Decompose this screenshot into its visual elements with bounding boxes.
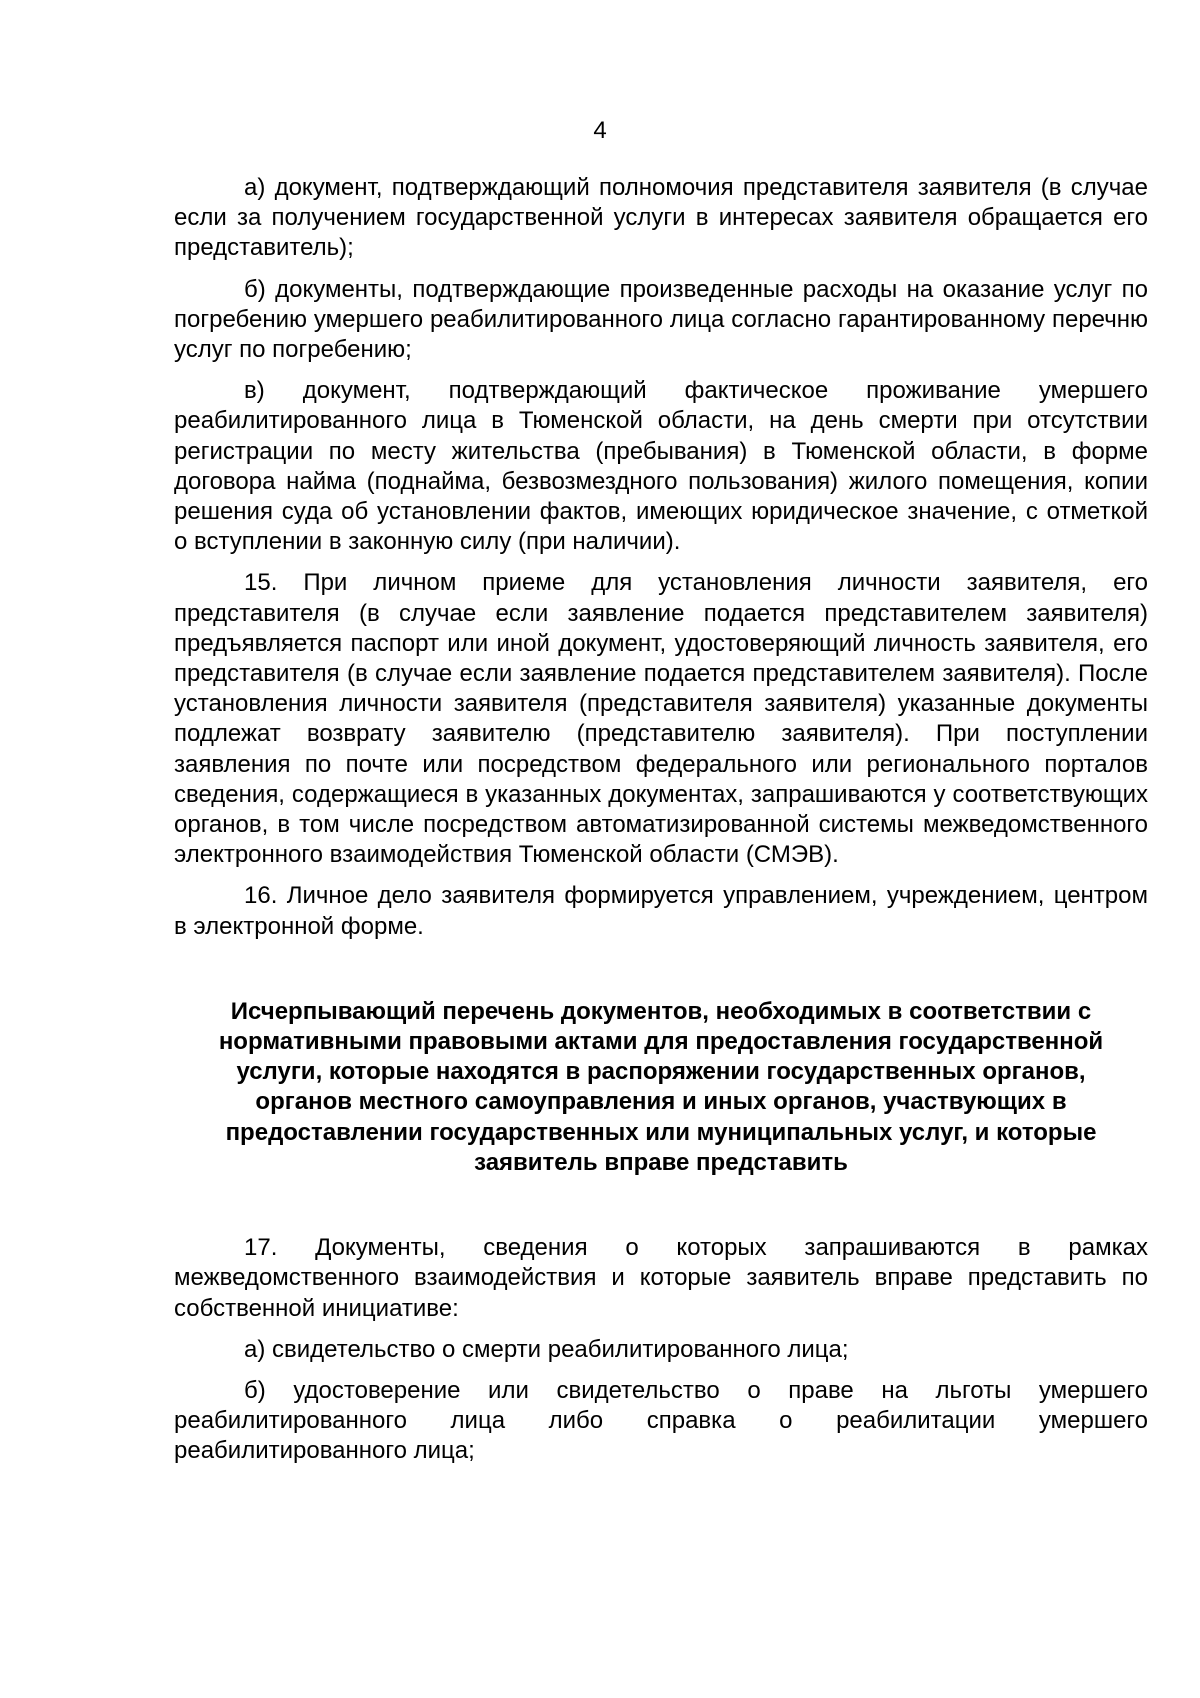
section-heading: Исчерпывающий перечень документов, необходимых в соответствии с нормативными правовыми актами для предоставления государственной услуги, которые находятся в распоряжении государственных органов, органов местного самоуправления и иных органов, участвующих в предоставлении государственных или муниципальных услуг, и которые заявитель вправе представить	[218, 997, 1104, 1176]
paragraph-15-identity-check: 15. При личном приеме для установления личности заявителя, его представителя (в случае если заявление подается представителем заявителя) предъявляется паспорт или иной документ, удостоверяющий личность заявителя, его представителя (в случае если заявление подается представителем заявителя). После установления личности заявителя (представителя заявителя) указанные документы подлежат возврату заявителю (представителю заявителя). При поступлении заявления по почте или посредством федерального или регионального порталов сведения, содержащиеся в указанных документах, запрашиваются у соответствующих органов, в том числе посредством автоматизированной системы межведомственного электронного взаимодействия Тюменской области (СМЭВ).	[174, 569, 1148, 869]
paragraph-16-personal-file: 16. Личное дело заявителя формируется управлением, учреждением, центром в электронной форме.	[174, 882, 1148, 940]
paragraph-b-rehabilitation-certificate: б) удостоверение или свидетельство о праве на льготы умершего реабилитированного лица либо справка о реабилитации умершего реабилитированного лица;	[174, 1376, 1148, 1465]
page-number: 4	[593, 117, 607, 144]
paragraph-a-death-certificate: а) свидетельство о смерти реабилитированного лица;	[244, 1335, 849, 1363]
paragraph-v-residence-proof: в) документ, подтверждающий фактическое проживание умершего реабилитированного лица в Тюменской области, на день смерти при отсутствии регистрации по месту жительства (пребывания) в Тюменской области, в форме договора найма (поднайма, безвозмездного пользования) жилого помещения, копии решения суда об установлении фактов, имеющих юридическое значение, с отметкой о вступлении в законную силу (при наличии).	[174, 377, 1148, 556]
paragraph-b-burial-expenses: б) документы, подтверждающие произведенные расходы на оказание услуг по погребению умершего реабилитированного лица согласно гарантированному перечню услуг по погребению;	[174, 275, 1148, 364]
document-body	[174, 173, 1148, 1478]
paragraph-a-representative-document: а) документ, подтверждающий полномочия представителя заявителя (в случае если за получением государственной услуги в интересах заявителя обращается его представитель);	[174, 174, 1148, 262]
paragraph-17-interagency-documents: 17. Документы, сведения о которых запрашиваются в рамках межведомственного взаимодействия и которые заявитель вправе представить по собственной инициативе:	[174, 1234, 1148, 1322]
